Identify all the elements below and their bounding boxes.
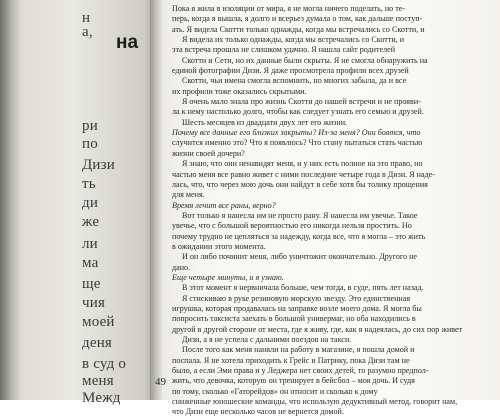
text-line: жить, что девочка, которую он тренирует в бейсбол – моя дочь. И судя [172,376,415,386]
text-line: Пока я жила в изоляции от мира, я не могла ничего поделать, но те- [172,4,406,13]
left-page-fragment: ди [82,195,99,211]
text-line: дано. [172,262,191,272]
left-page-fragment: а, [82,24,93,40]
text-line: их профили тоже оказались скрытыми. [172,86,307,96]
left-page-fragment: Дизи [82,157,116,173]
left-page-fragment: моей [82,314,115,330]
text-line: ать. Я видела Скотти только однажды, когда мы встречались со Скотти, и [172,24,425,34]
text-line: поспала. Я не хотела приходить к Грейс и Патрику, пока Дизи там не [172,355,410,365]
text-line: почему трудно не цепляться за надежду, когда все, что я могла – это жить [172,231,426,241]
text-line: Шесть месяцев из двадцати двух лет его жизни. [182,117,348,127]
text-line: попросить таксиста заехать в большой универмаг, но оба находились в [172,314,416,324]
left-page-fragment: ри [82,118,98,134]
text-line: Я очень мало знала про жизнь Скотти до нашей встречи и не прояви- [182,97,421,107]
text-line: случится именно это? Что я появлюсь? Что стану пытаться стать частью [172,138,423,148]
left-page-fragment: чия [82,295,106,311]
text-line: для меня. [172,190,205,200]
text-line: частью меня все равно живет с ними последние четыре года в Дизи. Я наде- [172,169,435,179]
left-page-fragment: меня [82,373,114,389]
left-page-fragment: Межд [82,390,121,406]
text-line: лась, что, что через мою дочь они найдут в себе хотя бы толику прощения [172,179,428,189]
left-page-fragment: деня [82,335,113,351]
text-line: Вот только я нанесла им не просто рану. Я нанесла им увечье. Такое [182,210,418,220]
left-page-fragment: ть [82,176,96,192]
left-page-fragment: ще [82,276,101,292]
text-line: Почему все данные его близких закрыты? Из-за меня? Они боятся, что [172,128,421,138]
left-page-fragment: же [82,214,100,230]
text-line: перь, когда я вышла, я долго и всерьез думала о том, как дальше поступ- [172,14,423,24]
text-line: Еще четыре минуты, и я узнаю. [172,272,284,282]
text-line: было, а если Эми права и у Леджера нет своих детей, то разумно предпол- [172,366,429,376]
left-page-fragment: н [82,10,91,26]
text-line: Дизи, а я не успела с дальними поездов на такси. [182,335,352,344]
text-line: Я стискиваю в руке резиновую морскую звезду. Это единственная [182,293,411,303]
text-line: Скотти, чьи имена смогла вспомнить, но многих забыла, да и все [182,76,407,86]
text-line: эта встреча прошла не слишком удачно. Я нашла сайт родителей [172,45,396,55]
page-number: 49 [155,376,166,388]
text-line: сниженные юношеские команды, что использую дедуктивный метод, говорит нам, [172,397,458,407]
right-page [162,0,500,417]
text-line: единой фотографии Дизи. Я даже просмотрела профили всех друзей [172,66,409,76]
text-line: по тому, сколько «Гаторейдов» он относит и сколько к дому [172,386,378,396]
text-line: ла к нему настолько долго, чтобы как следует узнать его семью и друзей. [172,107,424,117]
text-line: что Дизи еще несколько часов не вернется домой. [172,407,344,417]
text-line: в ожидании этого момента. [172,241,266,251]
left-page-fragment: ма [82,255,99,271]
text-line: После того как меня наняли на работу в магазине, я пошла домой и [182,345,415,355]
left-page-fragment: ли [82,236,98,252]
text-line: Я знаю, что они ненавидят меня, и у них есть полное на это право, но [182,159,423,169]
left-page-fragment: в суд о [82,356,127,372]
text-line: увечье, что с большой вероятностью его никогда нельзя простить. Но [172,221,412,231]
background-shadow [0,0,20,400]
text-line: И он либо починит меня, либо уничтожит окончательно. Другого не [182,252,418,262]
left-page-heading: на [116,32,139,53]
text-line: Я видела их только однажды, когда мы встречались со Скотти, и [182,35,405,45]
body-text [172,4,463,418]
text-line: Время лечит все раны, верно? [172,200,276,210]
text-line: В этот момент я нервничала больше, чем тогда, в суде, пять лет назад. [182,283,424,293]
left-page [20,0,155,406]
text-line: Скотти и Сети, но их данные были скрыты. Я не смогла обнаружить на [182,55,428,65]
text-line: жизни своей дочери? [172,148,245,158]
text-line: игрушка, которая продавалась на заправке возле моего дома. Я могла бы [172,303,422,313]
text-line: другой в другой стороне от места, где я живу, где, как я надеялась, до сих пор живет [172,324,463,334]
left-page-fragment: по [82,136,98,152]
